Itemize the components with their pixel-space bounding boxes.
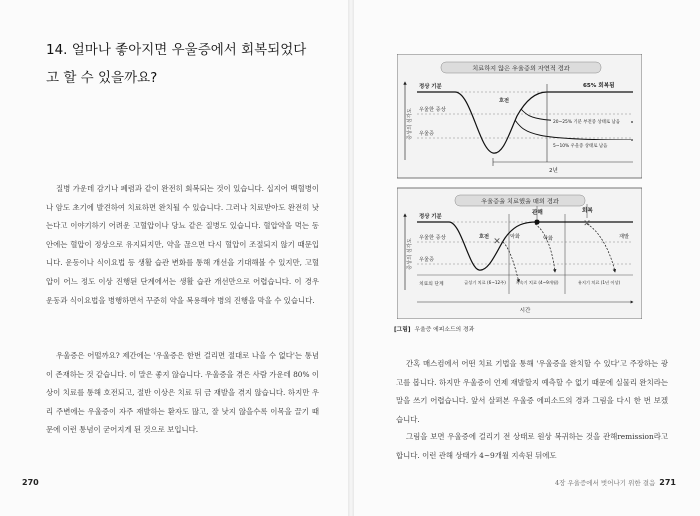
- bottom-panel-frame: [397, 188, 642, 319]
- bottom-y-axis-label: 증상의 심각도: [407, 238, 413, 270]
- bottom-panel-title: 우울증을 치료했을 때의 경과: [481, 198, 559, 206]
- top-level-normal: 정상 기분: [419, 84, 442, 90]
- bottom-level-symptom: 우울한 증상: [419, 235, 446, 241]
- bottom-level-depression: 우울증: [419, 257, 435, 263]
- depression-episode-figure: [397, 54, 642, 319]
- right-paragraph-1: 간혹 매스컴에서 어떤 치료 기법을 통해 '우울증을 완치할 수 있다'고 주장하는 광고를 봅니다. 하지만 우울증이 언제 재발할지 예측할 수 없기 때문에 실물리 완치라는 말을 쓰기 어렵습니다. 앞서 살펴본 우울증 에피소드의 경과 그림을 다시 한 번 보겠습니다.: [396, 359, 668, 424]
- top-level-depression: 우울증: [419, 131, 435, 137]
- bottom-phase-maintenance: 유지기 치료 (1년 이상): [577, 280, 621, 285]
- top-label-partial: 20~25% 기분 부전증 상태로 남음: [553, 120, 621, 125]
- bottom-level-phase: 치료의 단계: [419, 282, 444, 287]
- bottom-x-axis-label: 시간: [519, 308, 531, 314]
- right-footer: [555, 478, 676, 487]
- bottom-label-worsen-2: 악화: [543, 236, 554, 242]
- bottom-level-normal: 정상 기분: [419, 214, 442, 220]
- left-page: [0, 0, 348, 516]
- bottom-label-relapse: 재발: [619, 234, 630, 240]
- bottom-remission-dot: [534, 219, 539, 224]
- figure-caption-tag: [그림]: [394, 327, 411, 333]
- left-paragraph-1: 질병 가운데 감기나 폐렴과 같이 완전히 회복되는 것이 있습니다. 십지어 백혈병이나 암도 초기에 발견하여 치료하면 완치될 수 있습니다. 그러나 치료받아도 완전히 낫는다고 이야기하기 어려운 고혈압이나 당뇨 같은 질병도 있습니다. 혈압약을 먹는 동안에는 혈압이 정상으로 유지되지만, 약을 끊으면 다시 혈압이 조절되지 않기 때문입니다. 운동이나 식이요법 등 생활 습관 변화를 통해 개선을 기대해볼 수 있지만, 고혈압이 어느 정도 이상 진행된 단계에서는 생활 습관 개선만으로 어렵습니다. 이 경우 운동과 식이요법을 병행하면서 꾸준히 약을 복용해야 병의 진행을 막을 수 있습니다.: [46, 184, 319, 305]
- figure-caption: [394, 324, 474, 333]
- question-title: 14. 얼마나 좋아지면 우울증에서 회복되었다고 할 수 있을까요?: [46, 42, 307, 86]
- figure-caption-text: 우울증 에피소드의 경과: [414, 327, 475, 333]
- bottom-label-worsen-1: 악화: [510, 234, 521, 240]
- bottom-phase-acute: 급성기 치료 (6~12주): [464, 280, 506, 285]
- bottom-x-marker-1: ✕: [493, 237, 501, 247]
- bottom-label-improved: 호전: [479, 234, 490, 240]
- page-number-left: 270: [22, 478, 39, 487]
- bottom-phase-continuation: 지속기 치료 (4~9개월): [515, 280, 559, 285]
- left-paragraph-2: 우울증은 어떨까요? 제간에는 '우울증은 한번 걸리면 절대로 나을 수 없다'는 통념이 존재하는 것 같습니다. 이 말은 좋지 않습니다. 우울증을 겪은 사람 가운데 80% 이상이 치료를 통해 호전되고, 절반 이상은 치료 뒤 금 재발을 겪지 않습니다. 하지만 우리 주변에는 우울증이 자주 재발하는 환자도 많고, 잘 낫지 않을수록 이목을 끌기 때문에 이런 통념이 굳어지게 된 것으로 보입니다.: [46, 351, 319, 435]
- page-number-right: 271: [659, 478, 676, 487]
- right-paragraph-2: 그림을 보면 우울증에 걸리기 전 상태로 원상 복귀하는 것을 관해remission라고 합니다. 이런 관해 상태가 4~9개월 지속된 뒤에도: [396, 432, 668, 460]
- running-head: 4장 우울증에서 벗어나기 위한 결음: [554, 479, 656, 487]
- bottom-label-remission: 관해: [532, 210, 543, 216]
- right-page: [354, 0, 700, 516]
- figure-svg: [397, 54, 642, 319]
- top-label-duration: 2년: [549, 168, 558, 174]
- bottom-label-recovery: 회복: [582, 208, 593, 214]
- top-label-chronic: 5~10% 우울증 상태로 남음: [553, 144, 608, 149]
- top-y-axis-label: 증상의 심각도: [407, 108, 413, 140]
- top-level-symptom: 우울한 증상: [419, 107, 446, 113]
- top-label-recovery-65: 65% 회복됨: [583, 83, 615, 89]
- top-panel-title: 치료하지 않은 우울증의 자연적 경과: [472, 65, 570, 73]
- top-label-improved: 호전: [499, 98, 510, 104]
- bottom-x-marker-2: ✕: [583, 219, 591, 229]
